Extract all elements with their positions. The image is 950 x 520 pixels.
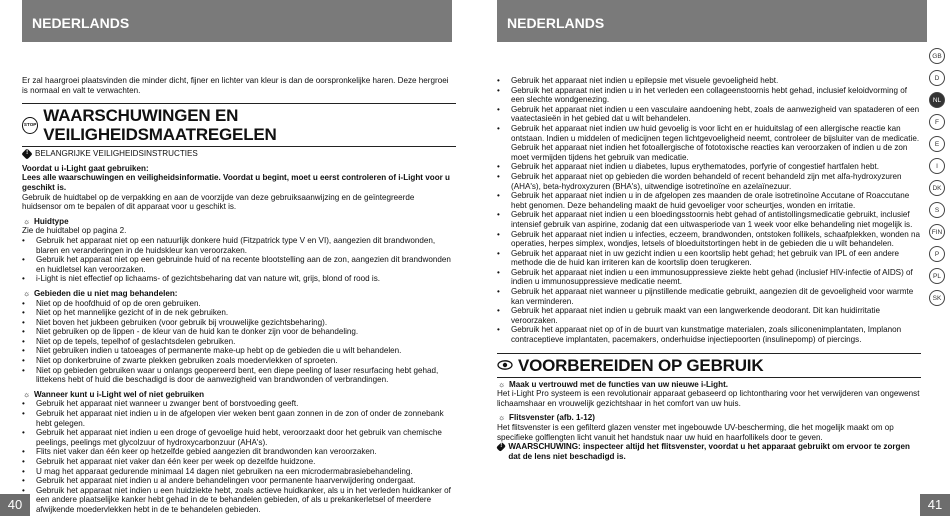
list-item: • Niet op de tepels, tepelhof of geslachtsdelen gebruiken. xyxy=(22,337,456,347)
list-item: • Gebruik het apparaat niet indien u een huidziekte hebt, zoals actieve huidkanker, als u in het verleden huidkanker of een andere plaatselijke kanker hebt gehad in de te behandelen gebieden, of als u prekankerletsel of meerdere afwijkende moedervlekken hebt in de te behandelen gebieden. xyxy=(22,486,456,515)
know-heading xyxy=(497,380,921,390)
list-item: • Gebruik het apparaat niet indien u in het verleden een collageenstoornis hebt gehad, inclusief keloidvorming of een slechte wondgenezing. xyxy=(497,86,921,105)
skin-type-heading xyxy=(22,217,456,227)
know-text: Het i-Light Pro systeem is een revolutionair apparaat gebaseerd op lichtontharing voor het verwijderen van ongewenst lichaamshaar en vrouwelijk gezichtshaar in het comfort van uw huis. xyxy=(497,389,920,408)
language-tab[interactable]: I xyxy=(929,158,945,174)
page-number-left: 40 xyxy=(0,494,30,516)
eye-icon xyxy=(497,359,513,371)
list-item: • Gebruik het apparaat niet op gebieden die worden behandeld of recent behandeld zijn met alfa-hydroxyzuren (AHA's), beta-hydroxyzuren (BHA's), uitwendige isotretinoïne en azelaïnezuur. xyxy=(497,172,921,191)
know-heading-text: Maak u vertrouwd met de functies van uw nieuwe i-Light. xyxy=(509,379,729,389)
list-item: • Gebruik het apparaat niet indien u infecties, eczeem, brandwonden, ontstoken follikels, schaafplekken, wonden na operaties, herpes simplex, wondjes, letsels of bloeduitstortingen hebt in de gebieden die u wilt behandelen. xyxy=(497,230,921,249)
language-tab[interactable]: GB xyxy=(929,48,945,64)
areas-heading xyxy=(22,289,456,299)
right-content xyxy=(497,76,921,461)
list-item: • Flits niet vaker dan één keer op hetzelfde gebied aangezien dit brandwonden kan veroorzaken. xyxy=(22,447,456,457)
window-text: Het flitsvenster is een gefilterd glazen venster met ingebouwde UV-bescherming, die het mogelijk maakt om op specifieke golflengten licht vanuit het handstuk naar uw huid en haarfollikels door te geven. xyxy=(497,423,894,442)
list-item: • Niet op gebieden gebruiken waar u onlangs geopereerd bent, een diepe peeling of laser resurfacing hebt gehad, littekens hebt of huid die beschadigd is door de aanwezigheid van brandwonden of verbrandingen. xyxy=(22,366,456,385)
list-item: • Gebruik het apparaat niet indien u een immunosuppressieve ziekte hebt gehad (inclusief HIV-infectie of AIDS) of indien u immunosuppressieve medicatie neemt. xyxy=(497,268,921,287)
sun-icon: ☼ xyxy=(22,288,31,298)
list-item: • Niet op de hoofdhuid of op de oren gebruiken. xyxy=(22,299,456,309)
list-item: • Gebruik het apparaat niet vaker dan één keer per week op dezelfde huidzone. xyxy=(22,457,456,467)
when-heading-text: Wanneer kunt u i-Light wel of niet gebruiken xyxy=(34,389,205,399)
list-item: • Gebruik het apparaat niet op of in de buurt van kunstmatige materialen, zoals siliconenimplantaten, Implanon contraceptieve implantaten, pacemakers, onderhuidse injectiepoorten (insulinepomp) of piercings. xyxy=(497,325,921,344)
list-item: • Gebruik het apparaat niet in uw gezicht indien u een koortslip hebt gehad; het gebruik van IPL of een andere methode die de huid kan irriteren kan de koortslip doen terugkeren. xyxy=(497,249,921,268)
list-item: • Gebruik het apparaat niet wanneer u pijnstillende medicatie gebruikt, aangezien dit de gevoeligheid voor warmte kan verminderen. xyxy=(497,287,921,306)
list-item: • Gebruik het apparaat niet indien u gebruik maakt van een langwerkende deodorant. Dit kan huidirritatie veroorzaken. xyxy=(497,306,921,325)
page-header-left: NEDERLANDS xyxy=(22,0,452,42)
skin-type-text: Zie de huidtabel op pagina 2. xyxy=(22,226,127,236)
list-item: • Gebruik het apparaat niet indien u een bloedingsstoornis hebt gehad of antistollingsmedicatie gebruikt, inclusief intensief gebruik van aspirine, zodanig dat een uitwasperiode van 1 week voor elke behandeling niet mogelijk is. xyxy=(497,210,921,229)
intro-text: Er zal haargroei plaatsvinden die minder dicht, fijner en lichter van kleur is dan de oorspronkelijke haren. Deze hergroei is normaal en valt te verwachten. xyxy=(22,76,449,95)
warnings-section-title xyxy=(22,103,456,147)
language-tab-active[interactable]: NL xyxy=(929,92,945,108)
language-tab[interactable]: S xyxy=(929,202,945,218)
sun-icon: ☼ xyxy=(22,216,31,226)
list-item: • Gebruik het apparaat niet indien u een vasculaire aandoening hebt, zoals de aanwezigheid van spataderen of een vaatectasieën in het gebied dat u wilt behandelen. xyxy=(497,105,921,124)
areas-heading-text: Gebieden die u niet mag behandelen: xyxy=(34,288,178,298)
list-item: • Niet op het mannelijke gezicht of in de nek gebruiken. xyxy=(22,308,456,318)
sun-icon: ☼ xyxy=(497,379,506,389)
sun-icon: ☼ xyxy=(22,389,31,399)
before-use-text: Gebruik de huidtabel op de verpakking en aan de voorzijde van deze gebruiksaanwijzing en de geïntegreerde huidsensor om te bepalen of dit apparaat voor u geschikt is. xyxy=(22,192,415,212)
list-item: • U mag het apparaat gedurende minimaal 14 dagen niet gebruiken na een microdermabrasiebehandeling. xyxy=(22,467,456,477)
list-item: • Niet boven het jukbeen gebruiken (voor gebruik bij vrouwelijke gezichtsbeharing). xyxy=(22,318,456,328)
before-use-bold: Lees alle waarschuwingen en veiligheidsinformatie. Voordat u begint, moet u eerst controleren of i-Light voor u geschikt is. xyxy=(22,173,450,192)
language-tabs xyxy=(929,48,947,312)
list-item: • Gebruik het apparaat niet indien uw huid gevoelig is voor licht en er huiduitslag of een allergische reactie kan ontstaan. Indien u middelen of medicijnen tegen lichtgevoeligheid neemt, controleer de bijsluiter van de medicatie. Gebruik het apparaat niet indien het fotoallergische of fototoxische reacties kan veroorzaken of indien u de zon moet vermijden tijdens het gebruik van medicatie. xyxy=(497,124,921,162)
list-item: • Gebruik het apparaat niet indien u een droge of gevoelige huid hebt, veroorzaakt door het gebruik van chemische peelings, peelings met glycolzuur of hydroxycarbonzuur (AHA's). xyxy=(22,428,456,447)
warning-note-text: WAARSCHUWING: inspecteer altijd het flitsvenster, voordat u het apparaat gebruikt om ervoor te zorgen dat de lens niet beschadigd is. xyxy=(508,442,910,461)
contraindications-list xyxy=(497,76,921,345)
page-number-right: 41 xyxy=(920,494,950,516)
window-heading xyxy=(497,413,921,423)
skin-type-heading-text: Huidtype xyxy=(34,216,69,226)
language-tab[interactable]: FIN xyxy=(929,224,945,240)
language-tab[interactable]: PL xyxy=(929,268,945,284)
warnings-title-text: WAARSCHUWINGEN EN VEILIGHEIDSMAATREGELEN xyxy=(43,106,277,145)
important-heading xyxy=(22,149,456,159)
right-page xyxy=(475,0,950,520)
warning-note xyxy=(497,442,921,461)
preparation-section-title xyxy=(497,353,921,378)
window-heading-text: Flitsvenster (afb. 1-12) xyxy=(509,413,595,423)
list-item: • Gebruik het apparaat niet indien u diabetes, lupus erythematodes, porfyrie of congestief hartfalen hebt. xyxy=(497,162,921,172)
list-item: • Gebruik het apparaat niet op een natuurlijk donkere huid (Fitzpatrick type V en VI), aangezien dit brandwonden, blaren en veranderingen in de huidskleur kan veroorzaken. xyxy=(22,236,456,255)
list-item: • i-Light is niet effectief op lichaams- of gezichtsbeharing dat van nature wit, grijs, blond of rood is. xyxy=(22,274,456,284)
list-item: • Gebruik het apparaat niet indien u in de afgelopen zes maanden de orale isotretinoïne Accutane of Roaccutane hebt genomen. Deze behandeling maakt de huid gevoeliger voor scheurtjes, wonden en irritatie. xyxy=(497,191,921,210)
list-item: • Niet gebruiken indien u tatoeages of permanente make-up hebt op de gebieden die u wilt behandelen. xyxy=(22,346,456,356)
before-use-heading: Voordat u i-Light gaat gebruiken: xyxy=(22,163,149,173)
left-content xyxy=(22,76,456,515)
language-tab[interactable]: P xyxy=(929,246,945,262)
skin-type-list xyxy=(22,236,456,284)
warning-diamond-icon: ! xyxy=(21,148,32,159)
language-tab[interactable]: E xyxy=(929,136,945,152)
list-item: • Niet gebruiken op de lippen - de kleur van de huid kan te donker zijn voor de behandeling. xyxy=(22,327,456,337)
language-tab[interactable]: D xyxy=(929,70,945,86)
preparation-title-text: VOORBEREIDEN OP GEBRUIK xyxy=(518,355,764,375)
list-item: • Gebruik het apparaat niet op een gebruinde huid of na recente blootstelling aan de zon, aangezien dit brandwonden en huidletsel kan veroorzaken. xyxy=(22,255,456,274)
when-list xyxy=(22,399,456,514)
list-item: • Gebruik het apparaat niet wanneer u zwanger bent of borstvoeding geeft. xyxy=(22,399,456,409)
language-tab[interactable]: DK xyxy=(929,180,945,196)
important-heading-text: BELANGRIJKE VEILIGHEIDSINSTRUCTIES xyxy=(35,149,198,159)
list-item: • Gebruik het apparaat niet indien u al andere behandelingen voor permanente haarverwijdering ondergaat. xyxy=(22,476,456,486)
list-item: • Gebruik het apparaat niet indien u epilepsie met visuele gevoeligheid hebt. xyxy=(497,76,921,86)
list-item: • Niet op donkerbruine of zwarte plekken gebruiken zoals moedervlekken of sproeten. xyxy=(22,356,456,366)
areas-list xyxy=(22,299,456,385)
warning-diamond-icon: ! xyxy=(496,442,506,452)
language-tab[interactable]: F xyxy=(929,114,945,130)
list-item: • Gebruik het apparaat niet indien u in de afgelopen vier weken bent gaan zonnen in de zon of onder de zonnebank hebt gelegen. xyxy=(22,409,456,428)
sun-icon: ☼ xyxy=(497,413,506,423)
page-header-right: NEDERLANDS xyxy=(497,0,927,42)
when-heading xyxy=(22,390,456,400)
stop-icon: STOP xyxy=(22,117,38,134)
language-tab[interactable]: SK xyxy=(929,290,945,306)
